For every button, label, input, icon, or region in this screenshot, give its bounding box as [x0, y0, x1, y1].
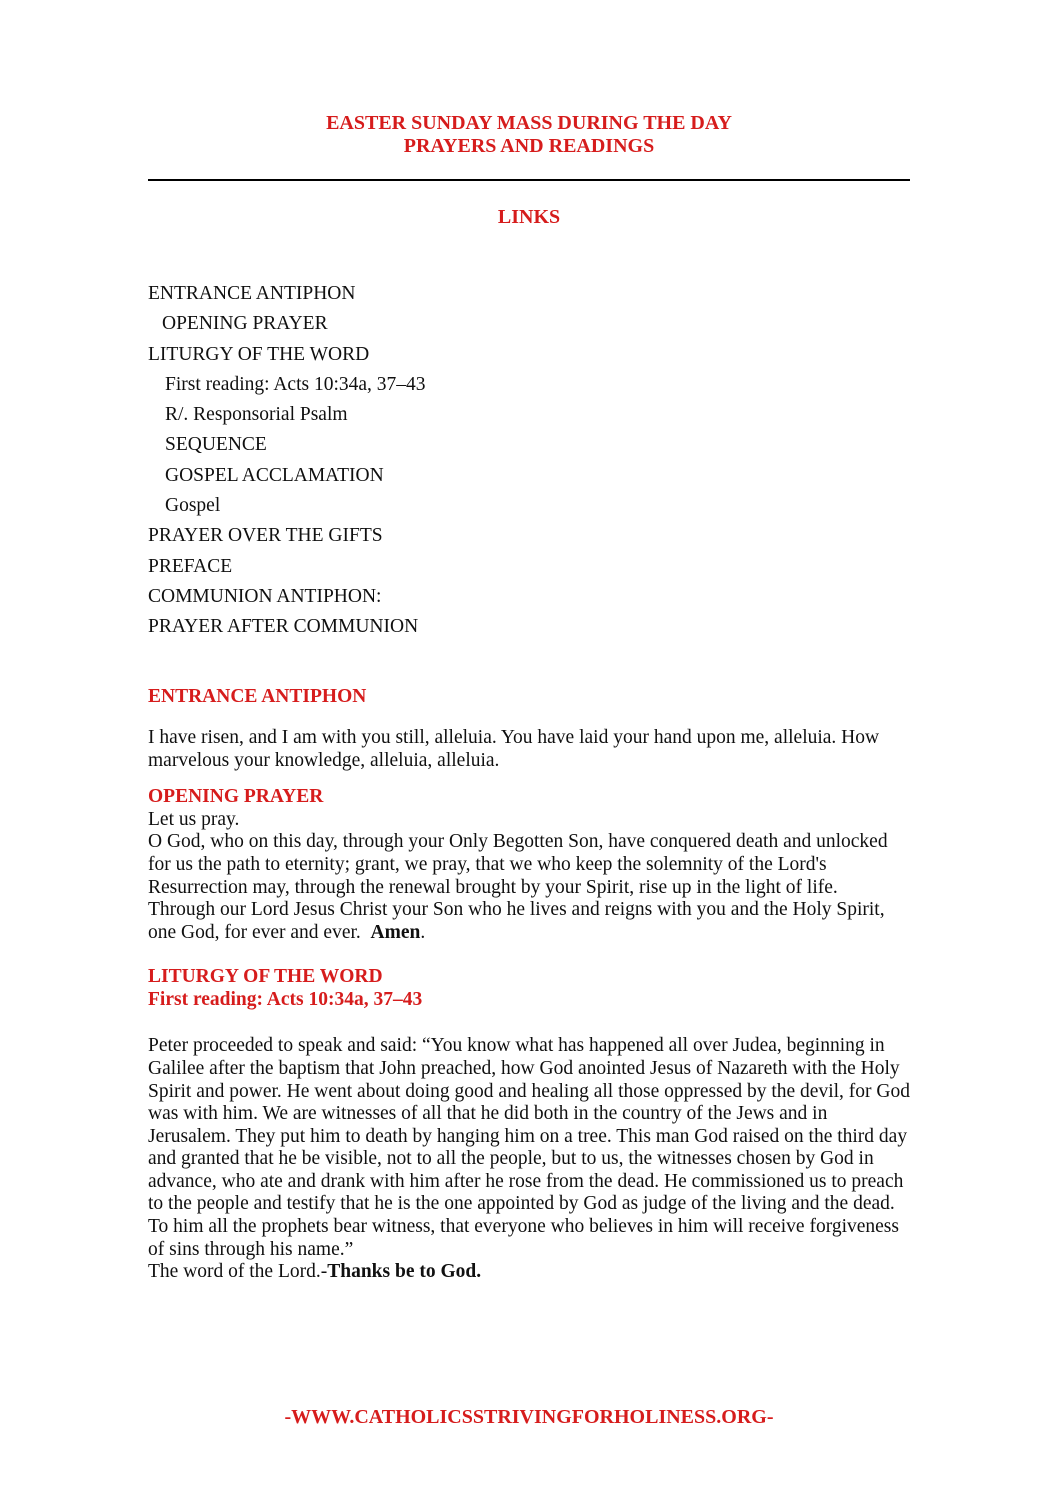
word-of-the-lord-text: The word of the Lord.- — [148, 1261, 328, 1283]
opening-prayer-conclusion-text: Through our Lord Jesus Christ your Son who he lives and reigns with you and the Holy Spirit, one God, for ever and ever. — [148, 899, 885, 943]
entrance-antiphon-text: I have risen, and I am with you still, alleluia. You have laid your hand upon me, alleluia. How marvelous your knowledge, alleluia, alleluia. — [148, 727, 880, 771]
link-gospel[interactable]: Gospel — [165, 495, 221, 517]
thanks-be-to-god-text: Thanks be to God. — [327, 1261, 482, 1283]
opening-prayer-amen-period: . — [420, 921, 426, 943]
first-reading-response — [148, 1261, 910, 1284]
link-liturgy-of-the-word[interactable]: LITURGY OF THE WORD — [148, 343, 370, 365]
opening-prayer-text: O God, who on this day, through your Only Begotten Son, have conquered death and unlocked for us the path to eternity; grant, we pray, that we who keep the solemnity of the Lord's Resurrection may, through the renewal brought by your Spirit, rise up in the light of life. — [148, 831, 888, 898]
first-reading-subheading: First reading: Acts 10:34a, 37–43 — [148, 988, 423, 1010]
link-entrance-antiphon[interactable]: ENTRANCE ANTIPHON — [148, 283, 356, 304]
link-communion-antiphon[interactable]: COMMUNION ANTIPHON: — [148, 585, 382, 607]
link-prayer-over-gifts[interactable]: PRAYER OVER THE GIFTS — [148, 525, 383, 547]
links-list — [148, 279, 910, 643]
link-first-reading[interactable]: First reading: Acts 10:34a, 37–43 — [165, 373, 426, 395]
link-prayer-after-communion[interactable]: PRAYER AFTER COMMUNION — [148, 616, 419, 638]
document-title-line2: PRAYERS AND READINGS — [403, 135, 655, 157]
link-gospel-acclamation[interactable]: GOSPEL ACCLAMATION — [165, 464, 384, 486]
liturgy-of-the-word-section — [148, 966, 910, 1284]
link-responsorial-psalm[interactable]: R/. Responsorial Psalm — [165, 404, 348, 426]
document-title — [148, 112, 910, 158]
link-opening-prayer[interactable]: OPENING PRAYER — [162, 313, 328, 335]
first-reading-text: Peter proceeded to speak and said: “You know what has happened all over Judea, beginning in Galilee after the baptism that John preached, how God anointed Jesus of Nazareth with the Holy Spirit and power. He went about doing good and healing all those oppressed by the devil, for God was with him. We are witnesses of all that he did both in the country of the Jews and in Jerusalem. They put him to death by hanging him on a tree. This man God raised on the third day and granted that he be visible, not to all the people, but to us, the witnesses chosen by God in advance, who ate and drank with him after he rose from the dead. He commissioned us to preach to the people and testify that he is the one appointed by God as judge of the living and the dead. To him all the prophets bear witness, that everyone who believes in him will receive forgiveness of sins through his name.” — [148, 1035, 910, 1260]
link-sequence[interactable]: SEQUENCE — [165, 434, 267, 456]
link-preface[interactable]: PREFACE — [148, 555, 233, 577]
opening-prayer-heading: OPENING PRAYER — [148, 786, 324, 808]
opening-prayer-conclusion — [148, 899, 910, 944]
opening-prayer-amen: Amen — [370, 921, 421, 943]
links-heading: LINKS — [497, 206, 561, 228]
footer-website: -WWW.CATHOLICSSTRIVINGFORHOLINESS.ORG- — [284, 1406, 774, 1428]
opening-prayer-invitation: Let us pray. — [148, 808, 240, 830]
title-divider — [148, 179, 910, 181]
liturgy-of-the-word-heading: LITURGY OF THE WORD — [148, 966, 383, 988]
entrance-antiphon-heading: ENTRANCE ANTIPHON — [148, 685, 367, 707]
document-title-line1: EASTER SUNDAY MASS DURING THE DAY — [326, 112, 732, 134]
opening-prayer-section — [148, 786, 910, 944]
